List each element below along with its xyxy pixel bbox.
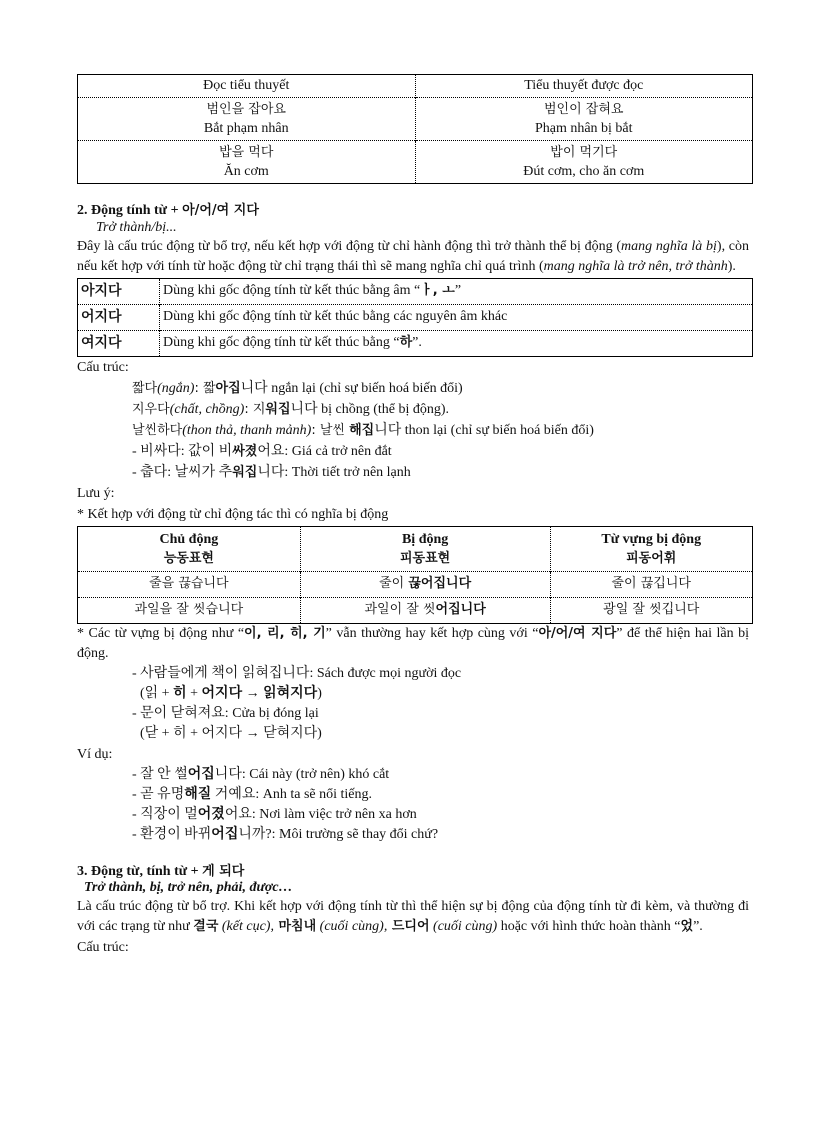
text: - 춥다: 날씨가 추 xyxy=(132,464,233,480)
table-row xyxy=(78,571,753,597)
section-2-paragraph xyxy=(77,237,749,277)
italic-text: (cuối cùng) xyxy=(429,919,498,935)
example-line xyxy=(77,420,749,441)
example-line xyxy=(77,805,749,825)
note-label: Lưu ý: xyxy=(77,485,115,501)
bold-text: 어집니다 xyxy=(435,602,486,618)
document-page xyxy=(77,74,749,958)
text: ” để thể hiện hai lần bị động. xyxy=(77,625,750,661)
text: 니다: Cái này (trở nên) khó cắt xyxy=(214,766,390,782)
text: - 환경이 바뀌 xyxy=(132,826,212,842)
header-kr: 피동표현 xyxy=(400,550,451,566)
text: - 직장이 멀 xyxy=(132,806,198,822)
example-line: - 사람들에게 책이 읽혀집니다: Sách được mọi người đọc xyxy=(132,665,462,681)
text: 니다 thon lại (chỉ sự biến hoá biến đổi) xyxy=(374,422,594,438)
text: 과일이 잘 씻 xyxy=(364,602,436,618)
text: 니다: Thời tiết trở nên lạnh xyxy=(257,464,411,480)
italic-text: (chất, chồng) xyxy=(169,401,245,417)
text: Đây là cấu trúc động từ bổ trợ, nếu kết hợp với động từ chỉ hành động thì trở thành thể bị động ( xyxy=(77,238,622,254)
example-line xyxy=(77,785,749,805)
text: Dùng khi gốc động tính từ kết thúc bằng âm “ xyxy=(163,282,421,298)
example-line xyxy=(77,765,749,785)
section-3-heading xyxy=(77,864,749,881)
bold-text: 이, 리, 히, 기 xyxy=(244,625,326,641)
arrow-text: → xyxy=(242,685,264,701)
table-cell: 줄이 끊깁니다 xyxy=(550,571,753,597)
header-vi: Từ vựng bị động xyxy=(601,531,702,547)
italic-text: (cuối cùng), xyxy=(316,919,388,935)
header-kr: 능동표현 xyxy=(163,550,214,566)
table-cell: 과일을 잘 씻습니다 xyxy=(78,597,301,623)
table-row xyxy=(78,278,753,304)
bold-text: 었 xyxy=(680,919,694,935)
table-row xyxy=(78,98,753,141)
text: Dùng khi gốc động tính từ kết thúc bằng “ xyxy=(163,334,400,350)
vietnamese-text: Ăn cơm xyxy=(223,164,269,179)
example-line xyxy=(77,441,749,462)
table-cell: 줄을 끊습니다 xyxy=(78,571,301,597)
text: 거예요: Anh ta sẽ nổi tiếng. xyxy=(211,786,373,802)
italic-text: mang nghĩa là bị xyxy=(621,238,717,254)
bold-text: 아/어/여 지다 xyxy=(538,625,617,641)
header-vi: Bị động xyxy=(401,531,449,547)
text: + xyxy=(186,685,202,701)
example-line xyxy=(77,684,749,704)
vowel-text: ㅏ, ㅗ xyxy=(420,282,455,298)
table-row xyxy=(78,141,753,184)
heading-korean: 게 되다 xyxy=(202,863,245,879)
header-cell xyxy=(300,526,550,571)
text: 니까?: Môi trường sẽ thay đổi chứ? xyxy=(238,826,439,842)
text: 줄이 xyxy=(379,576,409,592)
form-cell: 어지다 xyxy=(78,304,160,330)
passive-comparison-table xyxy=(77,526,753,624)
text: 지우다 xyxy=(132,401,170,417)
section-3-subtitle: Trở thành, bị, trở nên, phải, được… xyxy=(84,880,293,896)
bold-text: 싸졌 xyxy=(232,443,258,459)
korean-text: 범인을 잡아요 xyxy=(206,102,286,117)
bold-text: 어지다 xyxy=(201,685,243,701)
text: 짧다 xyxy=(132,380,158,396)
text: ), còn nếu kết hợp với tính từ hoặc động từ chỉ trạng thái thì sẽ mang nghĩa chỉ quá trình ( xyxy=(77,238,749,274)
section-2-subtitle: Trở thành/bị... xyxy=(96,219,177,235)
bold-text: 워집 xyxy=(265,401,291,417)
table-cell xyxy=(415,98,753,141)
heading-korean: 아/어/여 지다 xyxy=(182,203,259,218)
italic-text: (ngắn) xyxy=(157,380,195,396)
text: - 잘 안 썰 xyxy=(132,766,188,782)
text: : 지 xyxy=(244,401,266,417)
table-row xyxy=(78,597,753,623)
section-3-paragraph xyxy=(77,897,749,937)
bold-text: 어집 xyxy=(187,766,215,782)
text: * Các từ vựng bị động như “ xyxy=(77,625,245,641)
header-kr: 피동어휘 xyxy=(626,550,677,566)
text: ”. xyxy=(412,334,422,350)
text: 니다 ngắn lại (chỉ sự biến hoá biến đổi) xyxy=(240,380,463,396)
text: 어요: Nơi làm việc trở nên xa hơn xyxy=(224,806,417,822)
table-header-row xyxy=(78,526,753,571)
header-vi: Chủ động xyxy=(159,531,219,547)
section-2-heading xyxy=(77,203,749,220)
bold-text: 읽혀지다 xyxy=(263,685,318,701)
table-cell xyxy=(78,141,416,184)
korean-text: 밥이 먹기다 xyxy=(550,145,618,160)
bold-text: 드디어 xyxy=(387,919,430,935)
table-row xyxy=(78,75,753,98)
italic-text: (kết cục), xyxy=(218,919,274,935)
example-line xyxy=(77,399,749,420)
table-cell: 광일 잘 씻깁니다 xyxy=(550,597,753,623)
bold-text: 해질 xyxy=(184,786,212,802)
example-line xyxy=(77,825,749,845)
text: : 날씬 xyxy=(311,422,350,438)
heading-text: 2. Động tính từ + xyxy=(77,203,183,218)
vietnamese-text: Bắt phạm nhân xyxy=(203,121,289,136)
italic-text: (thon thả, thanh mảnh) xyxy=(182,422,312,438)
form-cell: 아지다 xyxy=(78,278,160,304)
description-cell xyxy=(160,278,753,304)
header-cell xyxy=(550,526,753,571)
header-cell xyxy=(78,526,301,571)
table-cell xyxy=(78,98,416,141)
form-cell: 여지다 xyxy=(78,330,160,356)
table-cell xyxy=(300,597,550,623)
text: - 비싸다: 값이 비 xyxy=(132,443,233,459)
text: 날씬하다 xyxy=(132,422,183,438)
text: ) xyxy=(317,685,322,701)
table-row xyxy=(78,330,753,356)
note-text: * Kết hợp với động từ chỉ động tác thì có nghĩa bị động xyxy=(77,506,389,522)
korean-text: 밥을 먹다 xyxy=(219,145,274,160)
text: Dùng khi gốc động tính từ kết thúc bằng các nguyên âm khác xyxy=(163,308,508,324)
double-passive-note xyxy=(77,624,749,664)
active-passive-table xyxy=(77,74,753,184)
bold-text: 어졌 xyxy=(197,806,225,822)
text: (읽 + xyxy=(140,685,174,701)
example-line: - 문이 닫혀져요: Cửa bị đóng lại xyxy=(132,705,319,721)
description-cell xyxy=(160,304,753,330)
text: ). xyxy=(727,258,736,274)
table-row xyxy=(78,304,753,330)
example-line: (닫 + 히 + 어지다 → 닫혀지다) xyxy=(140,725,322,741)
description-cell xyxy=(160,330,753,356)
table-cell xyxy=(300,571,550,597)
text: : 짧 xyxy=(194,380,216,396)
ending-forms-table xyxy=(77,278,753,357)
bold-text: 워집 xyxy=(232,464,258,480)
bold-text: 결국 xyxy=(193,919,219,935)
example-label: Ví dụ: xyxy=(77,746,113,762)
korean-text: 범인이 잡혀요 xyxy=(544,102,624,117)
bold-text: 어집 xyxy=(211,826,239,842)
bold-text: 마침내 xyxy=(273,919,317,935)
text: 니다 bị chồng (thể bị động). xyxy=(290,401,450,417)
vietnamese-text: Đút cơm, cho ăn cơm xyxy=(523,164,645,179)
bold-text: 아집 xyxy=(215,380,241,396)
text: 어요: Giá cả trở nên đắt xyxy=(257,443,392,459)
text: ” vẫn thường hay kết hợp cùng với “ xyxy=(325,625,539,641)
table-cell xyxy=(415,141,753,184)
text: ” xyxy=(454,282,462,298)
text: ”. xyxy=(693,919,703,935)
heading-text: 3. Động từ, tính từ + xyxy=(77,863,203,879)
italic-text: mang nghĩa là trở nên, trở thành xyxy=(543,258,728,274)
example-line xyxy=(77,378,749,399)
table-cell: Tiểu thuyết được đọc xyxy=(415,75,753,98)
table-cell: Đọc tiểu thuyết xyxy=(203,77,290,93)
text: - 곧 유명 xyxy=(132,786,185,802)
vowel-text: 하 xyxy=(399,334,413,350)
structure-label: Cấu trúc: xyxy=(77,940,129,956)
bold-text: 히 xyxy=(173,685,187,701)
vietnamese-text: Phạm nhân bị bắt xyxy=(534,121,633,136)
bold-text: 해집 xyxy=(349,422,375,438)
text: Là cấu trúc động từ bổ trợ. Khi kết hợp với động tính từ thì thể hiện sự bị động của động tính từ đi kèm, và thường đi với các trạng từ như xyxy=(77,899,749,935)
bold-text: 끊어집니다 xyxy=(408,576,472,592)
example-line xyxy=(77,462,749,483)
structure-label: Cấu trúc: xyxy=(77,359,129,375)
text: hoặc với hình thức hoàn thành “ xyxy=(497,919,681,935)
